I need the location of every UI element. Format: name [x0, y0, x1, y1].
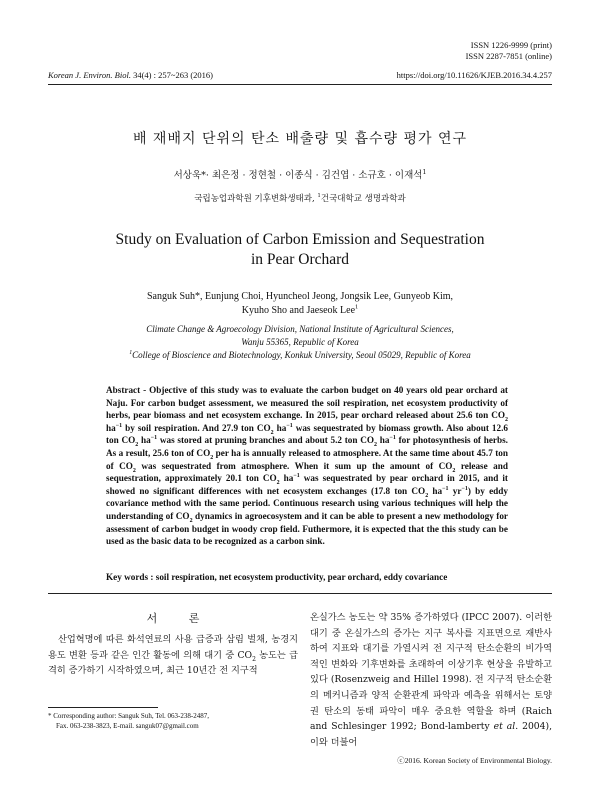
journal-citation — [48, 70, 213, 80]
doi-link[interactable]: https://doi.org/10.11626/KJEB.2016.34.4.257 — [396, 70, 552, 80]
copyright-notice: ⓒ2016. Korean Society of Environmental Biology. — [397, 756, 552, 765]
authors-english: Sanguk Suh*, Eunjung Choi, Hyuncheol Jeong, Jongsik Lee, Gunyeob Kim, Kyuho Sho and Jaeseok Lee$^1$ — [146, 291, 454, 316]
body-right-column: 온실가스 농도는 약 35% 증가하였다 (IPCC 2007). 이러한 대기 중 온실가스의 증가는 지구 복사를 지표면으로 재반사하여 지표와 대기를 가열시켜 전 지구적 탄소순환의 비가역적인 변화와 기후변화를 초래하여 이상기후 현상을 유발하고 있다 (Rosenzweig and Hillel 1998). 전 지구적 탄소순환의 메커니즘과 양적 순환관계 파악과 예측을 위해서는 토양권 탄소의 동태 파악이 매우 중요한 역할을 하며 (Raich and Schlesinger 1992; Bond-lamberty et al. 2004), 이와 더불어 — [310, 612, 553, 748]
title-korean: 배 재배지 단위의 탄소 배출량 및 흡수량 평가 연구 — [132, 131, 468, 147]
affiliation-english: Climate Change & Agroecology Division, National Institute of Agricultural Sciences, Wanju 55365, Republic of Korea $^1$College of Bioscience and Biotechnology, Konkuk University, Seoul 05029, Republic of Korea — [129, 324, 471, 360]
abstract: Abstract - Objective of this study was to evaluate the carbon budget on 40 years old pear orchard at Naju. For carbon budget assessment, we measured the soil respiration, net ecosystem productivity of herbs, pear biomass and net ecosystem exchange. In 2015, pear orchard released about 25.6 ton $CO_2$ $ha^{-1}$ by soil respiration. And 27.9 ton $CO_2$ $ha^{-1}$ was sequestrated by biomass growth. Also about 12.6 ton $CO_2$ $ha^{-1}$ was stored at pruning branches and about 5.2 ton $CO_2$ $ha^{-1}$ for photosynthesis of herbs. As a result, 25.6 ton of $CO_2$ per ha is annually released to atmosphere. At the same time about 45.7 ton of $CO_2$ was sequestrated from atmosphere. When it sum up the amount of $CO_2$ release and sequestration, approximately 20.1 ton $CO_2$ $ha^{-1}$ was sequestrated by pear orchard in 2015, and it showed no significant differences with net ecosystem exchanges (17.8 ton $CO_2$ $ha^{-1}$ $yr^{-1}$) by eddy covariance method with the same period. Continuous research using various techniques will help the understanding of $CO_2$ dynamics in agroecosystem and it can be able to present a new methodology for assessment of carbon budget in woody crop field. Futhermore, it is expected that the this study can be used as the basic data to be recognized as a carbon sink. — [106, 385, 508, 547]
keywords-label: Key words — [106, 572, 149, 582]
issn-online: ISSN 2287-7851 (online) — [465, 51, 552, 61]
issn-block — [466, 40, 552, 62]
corresponding-author-footnote: * Corresponding author: Sanguk Suh, Tel. 063-238-2487, Fax. 063-238-3823, E-mail. sanguk07@gmail.com — [48, 712, 209, 730]
authors-korean: 서상욱*· 최은정 · 정현철 · 이종식 · 김건엽 · 소규호 · 이재석$^1$ — [173, 168, 427, 181]
header-rule — [48, 84, 552, 85]
keywords — [106, 572, 508, 582]
affiliation-korean: 국립농업과학원 기후변화생태과, $^1$건국대학교 생명과학과 — [194, 193, 406, 204]
volume-pages: 34(4) : 257~263 (2016) — [133, 70, 213, 80]
keywords-text: : soil respiration, net ecosystem productivity, pear orchard, eddy covariance — [148, 572, 448, 582]
running-header — [48, 70, 552, 80]
footnote-rule — [48, 707, 158, 708]
journal-name: Korean J. Environ. Biol. — [48, 70, 131, 80]
title-english: Study on Evaluation of Carbon Emission and Sequestration in Pear Orchard — [115, 231, 485, 268]
section-title-introduction: 서 론 — [146, 612, 214, 625]
section-divider — [48, 593, 552, 594]
issn-print: ISSN 1226-9999 (print) — [470, 40, 552, 50]
body-left-column: 산업혁명에 따른 화석연료의 사용 급증과 삼림 벌채, 농경지 용도 변환 등과 같은 인간 활동에 의해 대기 중 $CO_2$ 농도는 급격히 증가하기 시작하였으며, 최근 10년간 전 지구적 — [48, 634, 298, 677]
abstract-label: Abstract — [106, 385, 141, 395]
